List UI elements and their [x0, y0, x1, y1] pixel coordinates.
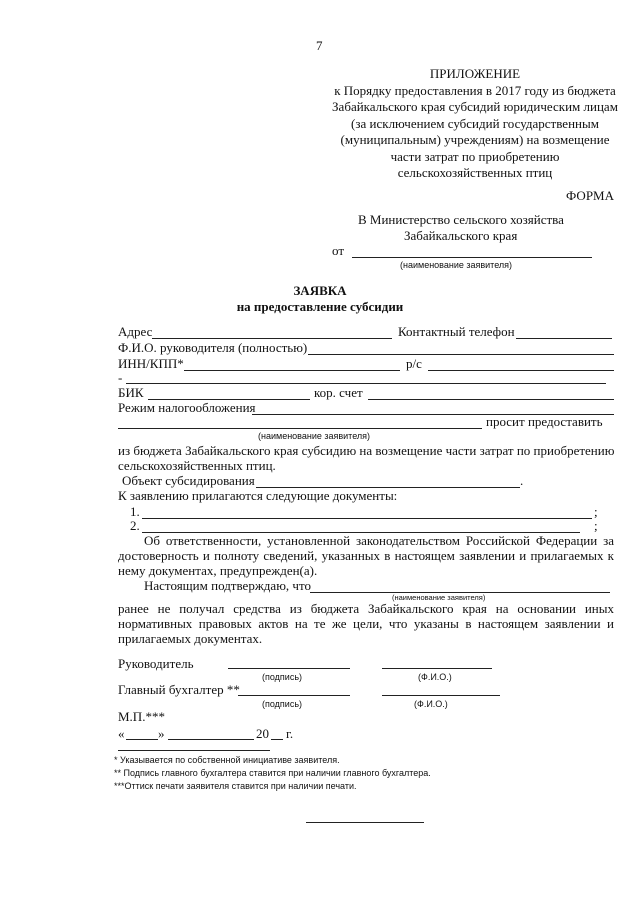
confirm-paragraph: ранее не получал средства из бюджета Забайкальского края на основании иных нормативных правовых актов на те же цели, что указаны в настоящем заявлении и прилагаемых документах. — [118, 601, 614, 646]
footnote-divider — [118, 750, 270, 751]
footnote-3: ***Оттиск печати заявителя ставится при наличии печати. — [114, 781, 357, 791]
accountant-sign-caption: (подпись) — [262, 699, 303, 709]
address-label: Адрес — [118, 324, 153, 339]
responsibility-paragraph: Об ответственности, установленной законодательством Российской Федерации за достоверность и полноту сведений, указанных в настоящем заявлении и прилагаемых к нему документах, предупрежден(а). — [118, 533, 614, 578]
accountant-sign-label: Главный бухгалтер ** — [118, 682, 240, 697]
account-field[interactable] — [428, 370, 614, 371]
tax-label: Режим налогообложения — [118, 400, 256, 415]
inn-label: ИНН/КПП* — [118, 356, 184, 371]
appendix-title: ПРИЛОЖЕНИЕ — [429, 66, 521, 81]
phone-field[interactable] — [516, 338, 612, 339]
doc-subtitle: на предоставление субсидии — [236, 299, 404, 314]
doc-item-1-field[interactable] — [142, 518, 592, 519]
date-year-field[interactable] — [271, 739, 283, 740]
date-close-quote: » — [158, 726, 165, 741]
accountant-signature-field[interactable] — [238, 695, 350, 696]
director-sign-label: Руководитель — [118, 656, 194, 671]
date-month-field[interactable] — [168, 739, 254, 740]
object-end: . — [520, 473, 524, 488]
purpose-line2: сельскохозяйственных птиц. — [118, 458, 276, 473]
corr-label: кор. счет — [314, 385, 363, 400]
stamp-label: М.П.*** — [118, 709, 165, 724]
director-signature-field[interactable] — [228, 668, 350, 669]
continuation-dash: - — [118, 370, 123, 385]
purpose-line1: из бюджета Забайкальского края субсидию на возмещение части затрат по приобретению — [118, 443, 615, 458]
form-label: ФОРМА — [566, 188, 614, 203]
doc-title: ЗАЯВКА — [293, 283, 347, 298]
year-prefix: 20 — [256, 726, 269, 741]
doc-item-2-end: ; — [594, 518, 598, 533]
appendix-line: (за исключением субсидий государственным — [351, 115, 599, 131]
appendix-line: сельскохозяйственных птиц — [397, 165, 553, 180]
doc-item-1-end: ; — [594, 504, 598, 519]
appendix-line: (муниципальным) учреждениям) на возмещение — [340, 132, 610, 147]
addressee-line2: Забайкальского края — [404, 228, 518, 243]
doc-item-2-number: 2. — [130, 518, 140, 533]
corr-field[interactable] — [368, 399, 614, 400]
applicant-caption: (наименование заявителя) — [400, 260, 513, 270]
address-field[interactable] — [152, 338, 392, 339]
year-suffix: г. — [286, 726, 294, 741]
date-open-quote: « — [118, 726, 125, 741]
director-sign-caption: (подпись) — [262, 672, 303, 682]
director-label: Ф.И.О. руководителя (полностью) — [118, 340, 308, 355]
director-field[interactable] — [308, 354, 614, 355]
requests-label: просит предоставить — [486, 414, 603, 429]
bik-label: БИК — [118, 385, 144, 400]
appendix-line: Забайкальского края субсидий юридическим лицам — [332, 99, 618, 114]
director-name-caption: (Ф.И.О.) — [418, 672, 452, 682]
footnote-2: ** Подпись главного бухгалтера ставится при наличии главного бухгалтера. — [114, 768, 431, 778]
account-label: р/с — [406, 356, 422, 371]
appendix-line: к Порядку предоставления в 2017 году из бюджета — [334, 82, 616, 98]
date-day-field[interactable] — [126, 739, 158, 740]
appendix-block — [330, 66, 620, 182]
accountant-name-field[interactable] — [382, 695, 500, 696]
object-label: Объект субсидирования — [122, 473, 255, 488]
inn-field[interactable] — [184, 370, 400, 371]
end-rule — [306, 822, 424, 823]
addressee-line1: В Министерство сельского хозяйства — [358, 212, 564, 227]
footnote-1: * Указывается по собственной инициативе заявителя. — [114, 755, 340, 765]
appendix-line: части затрат по приобретению — [390, 148, 560, 164]
continuation-field[interactable] — [126, 383, 606, 384]
applicant-name-line[interactable] — [352, 257, 592, 258]
phone-label: Контактный телефон — [398, 324, 515, 339]
confirm-caption: (наименование заявителя) — [392, 593, 486, 602]
page-number: 7 — [316, 38, 323, 53]
requesting-applicant-caption: (наименование заявителя) — [258, 431, 371, 441]
director-name-field[interactable] — [382, 668, 492, 669]
accountant-name-caption: (Ф.И.О.) — [414, 699, 448, 709]
doc-item-1-number: 1. — [130, 504, 140, 519]
from-label: от — [332, 243, 345, 258]
attached-label: К заявлению прилагаются следующие документы: — [118, 488, 398, 503]
confirm-label: Настоящим подтверждаю, что — [144, 578, 311, 593]
requesting-applicant-field[interactable] — [118, 428, 482, 429]
